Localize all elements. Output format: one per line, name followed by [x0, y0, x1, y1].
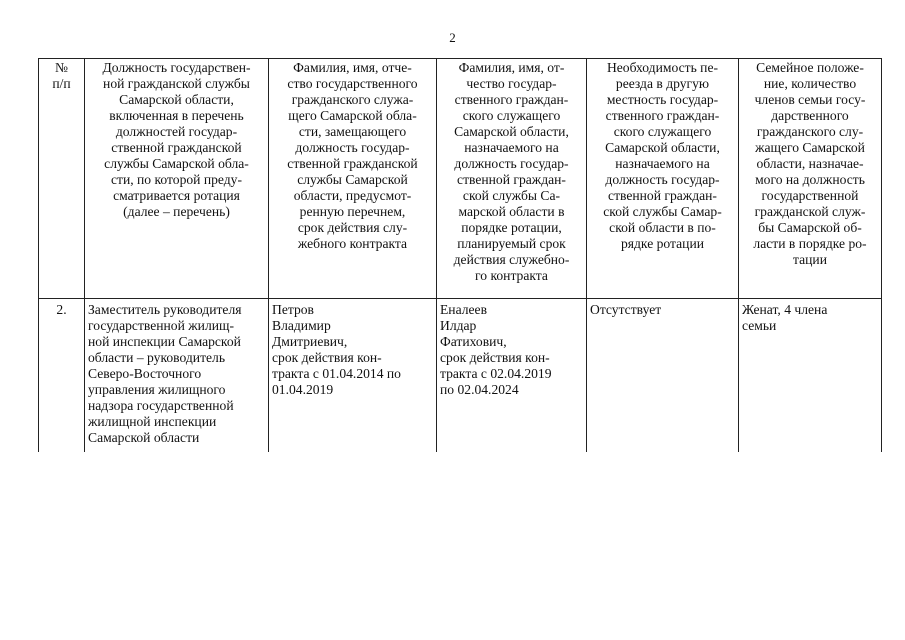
row-position: Заместитель руководителя государственной жилищ- ной инспекции Самарской области – руководитель Северо-Восточного управления жилищного надзора государственной жилищной инспекции Самарской области: [85, 299, 269, 453]
table-header-row: [39, 59, 882, 299]
header-family: Семейное положе- ние, количество членов семьи госу- дарственного гражданского слу- жащего Самарской области, назначае- мого на должность государственной гражданской служ- бы Самарской об- ласти в порядке ро- тации: [739, 59, 882, 299]
rotation-table: [38, 58, 882, 452]
header-current-employee: Фамилия, имя, отче- ство государственного гражданского служа- щего Самарской обла- сти, замещающего должность государ- ственной гражданской службы Самарской области, предусмот- ренную перечнем, срок действия слу- жебного контракта: [269, 59, 437, 299]
header-position: Должность государствен- ной гражданской службы Самарской области, включенная в перечень должностей государ- ственной гражданской службы Самарской обла- сти, по которой преду- сматривается ротация (далее – перечень): [85, 59, 269, 299]
row-current-employee: Петров Владимир Дмитриевич, срок действия кон- тракта с 01.04.2014 по 01.04.2019: [269, 299, 437, 453]
table-row: [39, 299, 882, 453]
row-appointed-employee: Еналеев Илдар Фатихович, срок действия кон- тракта с 02.04.2019 по 02.04.2024: [437, 299, 587, 453]
row-relocation: Отсутствует: [587, 299, 739, 453]
page-number: 2: [449, 30, 456, 45]
row-family: Женат, 4 члена семьи: [739, 299, 882, 453]
header-number: № п/п: [39, 59, 85, 299]
header-appointed-employee: Фамилия, имя, от- чество государ- ственного граждан- ского служащего Самарской области, назначаемого на должность государ- ственной граждан- ской службы Са- марской области в порядке ротации, планируемый срок действия служебно- го контракта: [437, 59, 587, 299]
row-number: 2.: [39, 299, 85, 453]
header-relocation: Необходимость пе- реезда в другую местность государ- ственного граждан- ского служащего Самарской области, назначаемого на должность государ- ственной граждан- ской службы Самар- ской области в по- рядке ротации: [587, 59, 739, 299]
